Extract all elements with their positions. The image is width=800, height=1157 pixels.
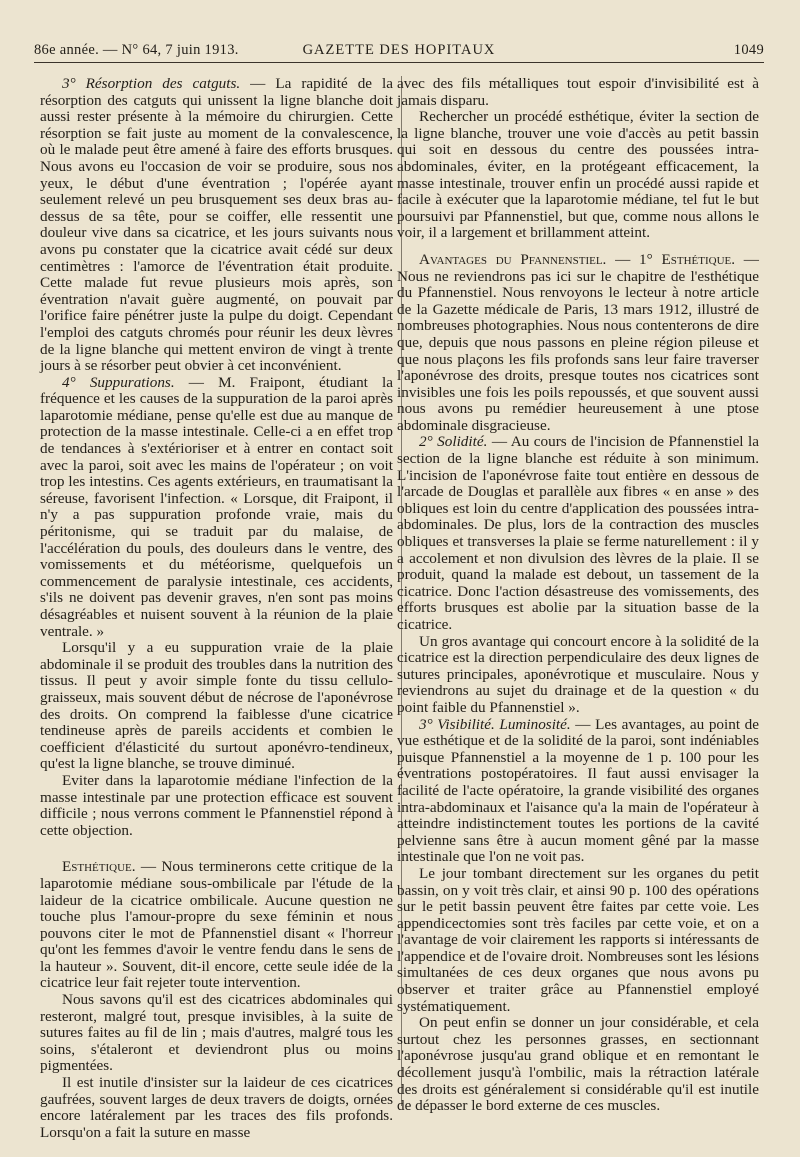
paragraph-avantages: Avantages du Pfannenstiel. — 1° Esthétique. — Nous ne reviendrons pas ici sur le chapitre de l'esthétique du Pfannenstiel. Nous renvoyons le lecteur à notre article de la Gazette médicale de Paris, 13 mars 1912, illustré de nombreuses photographies. Nous nous contenterons de dire que, depuis que nous passons en pleine région pileuse et que nous plaçons les fils profonds sans leur faire traverser l'aponévrose des droits, presque toutes nos cicatrices sont invisibles une fois les poils repoussés, et que souvent aussi nous avons pu remédier heureusement à une ptose abdominale disgracieuse. [397, 250, 759, 434]
paragraph: Lorsqu'il y a eu suppuration vraie de la plaie abdominale il se produit des troubles dans la nutrition des tissus. Il peut y avoir simple fonte du tissu cellulo-graisseux, mais souvent début de nécrose de l'aponévrose des droits. On comprend la faiblesse d'une cicatrice tendineuse après de pareils accidents et combien le coefficient d'élasticité du surtout aponévro-tendineux, qu'est la ligne blanche, se trouve diminué. [40, 639, 393, 773]
page-number: 1049 [733, 42, 764, 58]
section-heading: Avantages du Pfannenstiel. — 1° Esthétique. [419, 250, 736, 268]
left-column [40, 76, 393, 1141]
paragraph: Rechercher un procédé esthétique, éviter la section de la ligne blanche, trouver une voie d'accès au petit bassin qui soit en dessous du centre des poussées intra-abdominales, éviter, en la protégeant efficacement, la masse intestinale, trouver enfin un procédé aussi rapide et facile à exécuter que la laparotomie médiane, tel fut le but poursuivi par Pfannenstiel, but que, comme nous allons le voir, il a largement et brillamment atteint. [397, 108, 759, 242]
paragraph: avec des fils métalliques tout espoir d'invisibilité est à jamais disparu. [397, 75, 759, 109]
paragraph: Il est inutile d'insister sur la laideur de ces cicatrices gaufrées, souvent larges de deux travers de doigts, ornées encore latéralement par les traces des fils profonds. Lorsqu'on a fait la suture en masse [40, 1074, 393, 1141]
paragraph-suppurations: 4° Suppurations. — M. Fraipont, étudiant la fréquence et les causes de la suppuration de la paroi après laparotomie médiane, pense qu'elle est due au manque de protection de la masse intestinale. Celle-ci a en effet trop de tendances à s'extérioriser et à entrer en contact soit avec la paroi, soit avec les mains de l'opérateur ; on voit trop les intestins. Ces agents extérieurs, en traumatisant la séreuse, favorisent l'infection. « Lorsque, dit Fraipont, il n'y a pas suppuration profonde vraie, mais du péritonisme, qui se traduit par du malaise, de l'accélération du pouls, des douleurs dans le ventre, des vomissements et du météorisme, quelquefois un commencement de paralysie intestinale, ces accidents, s'ils ne doivent pas devenir graves, n'en sont pas moins désagréables et nuisent souvent à la réunion de la plaie ventrale. » [40, 373, 393, 640]
section-heading: Esthétique. [62, 858, 136, 876]
paragraph: Un gros avantage qui concourt encore à la solidité de la cicatrice est la direction perpendiculaire des deux lignes de sutures principales, aponévrotique et musculaire. Nous y reviendrons au sujet du drainage et de la question « du point faible du Pfannenstiel ». [397, 632, 759, 716]
paragraph-esthetique: Esthétique. — Nous terminerons cette critique de la laparotomie médiane sous-ombilicale par l'étude de la laideur de la cicatrice ombilicale. Aucune question ne touche plus l'amour-propre du sexe féminin et nous pouvons citer le mot de Pfannenstiel disant « l'horreur qu'ont les femmes d'avoir le ventre fendu dans le sens de la hauteur ». Souvent, dit-il encore, cette seule idée de la cicatrice leur fait rejeter toute intervention. [40, 858, 393, 992]
section-heading: 3° Visibilité. Luminosité. [419, 715, 571, 733]
section-heading: 4° Suppurations. [62, 373, 175, 391]
paragraph: Le jour tombant directement sur les organes du petit bassin, on y voit très clair, et ainsi 90 p. 100 des opérations sur le petit bassin peuvent être faites par cette voie. Les appendicectomies sont très faciles par cette voie, et on a l'avantage de voir clairement les rapports si intéressants de l'appendice et de l'ovaire droit. Nombreuses sont les lésions simultanées de ces deux organes que nous avons pu observer et traiter grâce au Pfannenstiel employé systématiquement. [397, 864, 759, 1015]
paragraph-solidite: 2° Solidité. — Au cours de l'incision de Pfannenstiel la section de la ligne blanche est réduite à son minimum. L'incision de l'aponévrose faite tout entière en dessous de l'arcade de Douglas et parallèle aux fibres « en anse » des obliques est loin du centre d'application des poussées intra-abdominales. De plus, lors de la contraction des muscles obliques et transverses la plaie se ferme naturellement : il y a accolement et non divulsion des lèvres de la plaie. Il se produit, quand la malade est debout, un tassement de la cicatrice. Donc l'action désastreuse des vomissements, des efforts brusques est abolie par la situation basse de la cicatrice. [397, 433, 759, 633]
issue-info: 86e année. — N° 64, 7 juin 1913. [34, 42, 239, 58]
paragraph: Eviter dans la laparotomie médiane l'infection de la masse intestinale par une protection efficace est souvent difficile ; nous verrons comment le Pfannenstiel répond à cette objection. [40, 771, 393, 839]
paragraph: Nous savons qu'il est des cicatrices abdominales qui resteront, malgré tout, presque invisibles, à la suite de sutures faites au fil de lin ; mais d'autres, malgré tous les soins, s'étaleront et deviendront plus ou moins pigmentées. [40, 991, 393, 1075]
paragraph: On peut enfin se donner un jour considérable, et cela surtout chez les personnes grasses, en sectionnant l'aponévrose jusqu'au grand oblique et en remontant le décollement jusqu'à l'ombilic, mais la rétraction latérale des droits est généralement si considérable qu'il est inutile de dépasser le bord externe de ces muscles. [397, 1014, 759, 1115]
right-column [397, 76, 759, 1115]
section-heading: 3° Résorption des catguts. [62, 75, 241, 92]
paragraph-resorption: 3° Résorption des catguts. — La rapidité de la résorption des catguts qui unissent la ligne blanche doit aussi rester présente à la mémoire du chirurgien. Cette résorption se fait juste au moment de la convalescence, où le malade peut être amené à faire des efforts brusques. Nous avons eu l'occasion de voir se produire, sous nos yeux, le début d'une éventration ; l'opérée ayant seulement relevé un peu brusquement ses deux bras au-dessus de sa tête, pour se coiffer, elle ressentit une douleur vive dans sa cicatrice, et les jours suivants nous avons pu constater que la cicatrice avait cédé sur deux centimètres : l'amorce de l'éventration était produite. Cette malade fut revue plusieurs mois après, son éventration n'avait guère augmenté, on pouvait par l'orifice faire pénétrer juste la pulpe du doigt. Cependant l'emploi des catguts chromés pour réunir les deux lèvres de la ligne blanche qui mettent environ de vingt à trente jours à se résorber peut obvier à cet inconvénient. [40, 75, 393, 375]
section-heading: 2° Solidité. [419, 433, 488, 451]
journal-title: GAZETTE DES HOPITAUX [302, 42, 496, 58]
page-header [34, 38, 764, 63]
paragraph-visibilite: 3° Visibilité. Luminosité. — Les avantages, au point de vue esthétique et de la solidité de la paroi, sont indéniables puisque Pfannenstiel a la moyenne de 1 p. 100 pour les éventrations postopératoires. Il faut aussi envisager la facilité de l'acte opératoire, la grande visibilité des organes intra-abdominaux et l'aisance qu'a la main de l'opérateur à atteindre indistinctement toutes les portions de la cavité pelvienne sans être à aucun moment gêné par la masse intestinale que l'on ne voit pas. [397, 715, 759, 866]
